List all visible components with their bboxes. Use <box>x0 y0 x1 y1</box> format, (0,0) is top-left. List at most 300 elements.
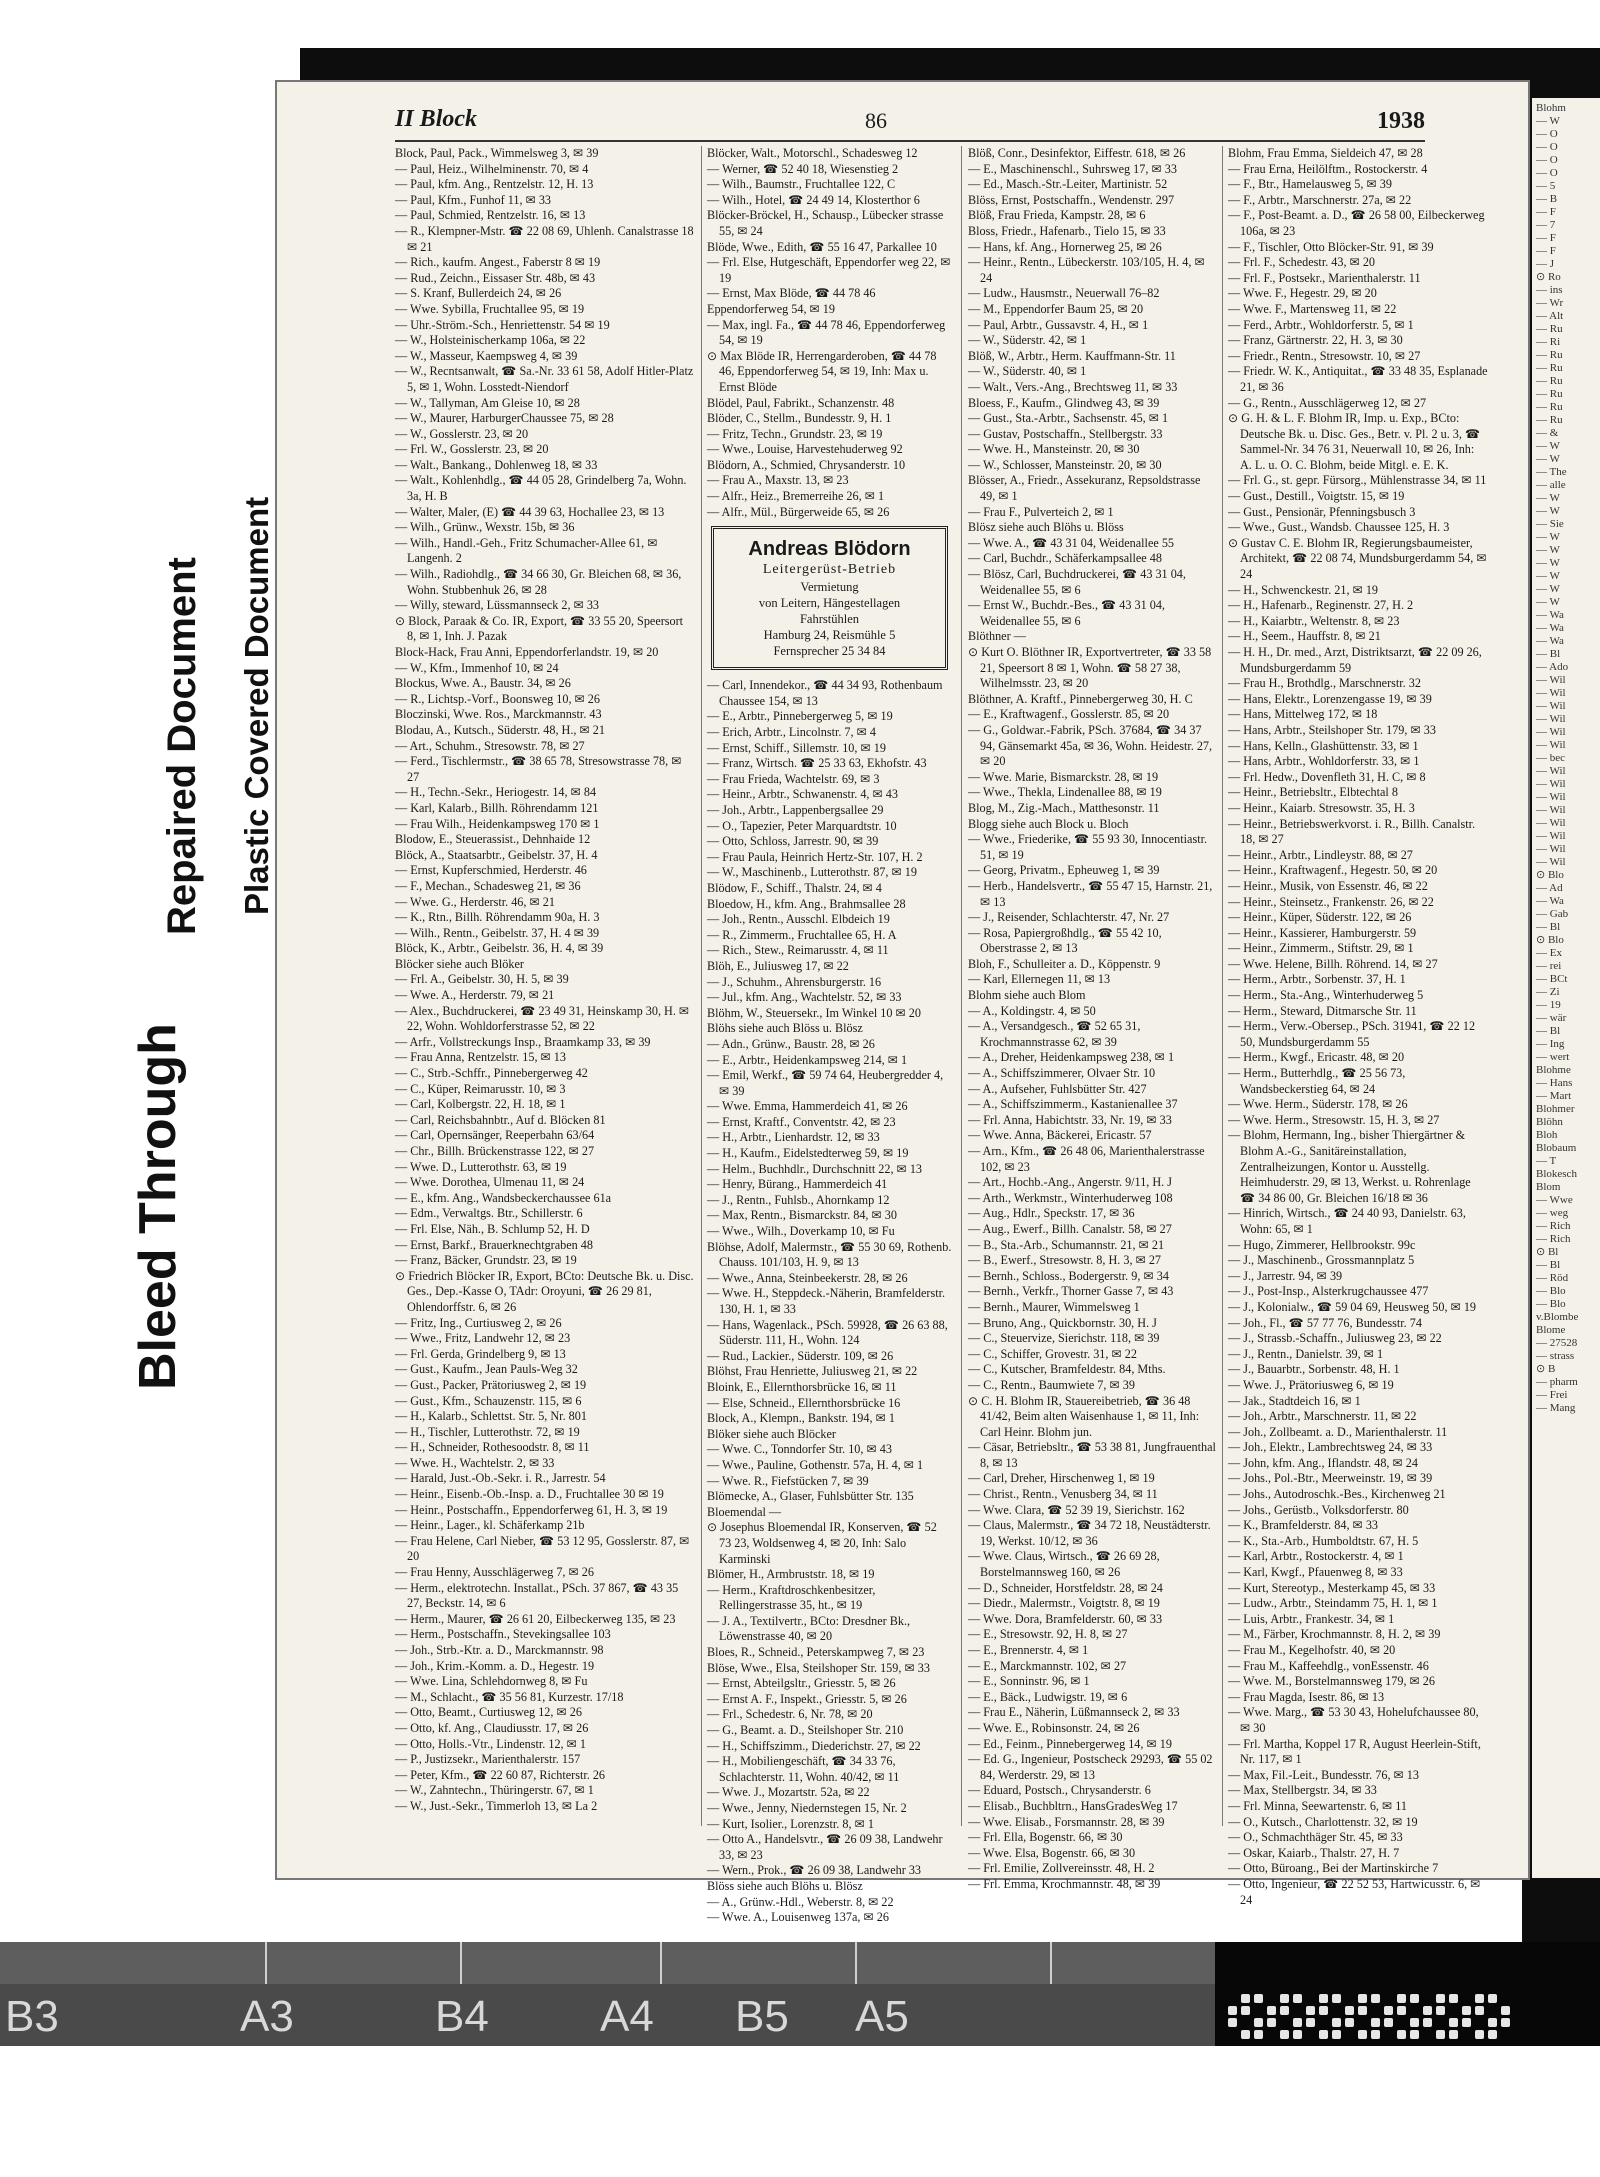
directory-entry: — Karl, Kalarb., Billh. Röhrendamm 121 <box>395 800 599 815</box>
directory-entry: — Wil <box>1536 765 1566 777</box>
directory-entry: Blokesch <box>1536 1168 1577 1180</box>
directory-entry: Blöthner, A. Kraftf., Pinnebergerweg 30, H. C <box>968 691 1193 706</box>
directory-entry: — C., Kutscher, Bramfeldestr. 84, Mths. <box>968 1362 1166 1377</box>
directory-entry: — E., Arbtr., Pinnebergerweg 5, ✉ 19 <box>707 709 893 724</box>
directory-entry: — W., Süderstr. 42, ✉ 1 <box>968 333 1087 348</box>
target-dot <box>1488 2018 1497 2027</box>
column-1 <box>395 146 695 1836</box>
directory-entry: — Helm., Buchhdlr., Durchschnitt 22, ✉ 13 <box>707 1161 923 1176</box>
directory-entry: — Ernst, Schiff., Sillemstr. 10, ✉ 19 <box>707 740 886 755</box>
directory-entry: — Wil <box>1536 817 1566 829</box>
directory-entry: — Gust., Kfm., Schauzenstr. 115, ✉ 6 <box>395 1393 582 1408</box>
directory-entry: — Joh., Strb.-Ktr. a. D., Marckmannstr. 98 <box>395 1643 604 1657</box>
directory-entry: — Gust., Pensionär, Pfenningsbusch 3 <box>1228 504 1416 519</box>
directory-entry: Blodau, A., Kutsch., Süderstr. 48, H., ✉ 21 <box>395 722 605 737</box>
target-dot <box>1371 1994 1380 2003</box>
directory-entry: Blösser, A., Friedr., Assekuranz, Repsoldstrasse 49, ✉ 1 <box>968 473 1201 504</box>
directory-entry: Bloedow, H., kfm. Ang., Brahmsallee 28 <box>707 896 906 911</box>
directory-entry: Blohm, Frau Emma, Sieldeich 47, ✉ 28 <box>1228 146 1423 160</box>
directory-entry: — Wwe. Helene, Billh. Röhrend. 14, ✉ 27 <box>1228 956 1438 971</box>
directory-entry: — Wil <box>1536 856 1566 868</box>
strip-label: B5 <box>735 1992 789 2041</box>
directory-entry: — Walt., Kohlenhdlg., ☎ 44 05 28, Grindelberg 7a, Wohn. 3a, H. B <box>395 473 687 504</box>
ad-line: Fernsprecher 25 34 84 <box>773 644 886 659</box>
directory-entry: — A., Aufseher, Fuhlsbütter Str. 427 <box>968 1081 1147 1096</box>
directory-entry: — Heinr., Betriebsltr., Elbtechtal 8 <box>1228 785 1398 800</box>
directory-entry: — Wwe. C., Tonndorfer Str. 10, ✉ 43 <box>707 1442 892 1457</box>
directory-entry: Blöcker, Walt., Motorschl., Schadesweg 12 <box>707 146 918 160</box>
directory-entry: — W., Zahntechn., Thüringerstr. 67, ✉ 1 <box>395 1783 594 1798</box>
directory-entry: Block, A., Klempn., Bankstr. 194, ✉ 1 <box>707 1411 895 1426</box>
target-dot <box>1306 2006 1315 2015</box>
directory-entry: — G., Beamt. a. D., Steilshoper Str. 210 <box>707 1723 904 1738</box>
directory-entry: — 27528 <box>1536 1337 1578 1349</box>
directory-entry: — Wwe. J., Prätoriusweg 6, ✉ 19 <box>1228 1377 1394 1392</box>
target-dot <box>1371 2018 1380 2027</box>
directory-entry: — Rich., kaufm. Angest., Faberstr 8 ✉ 19 <box>395 255 601 270</box>
directory-entry: Blöss, Ernst, Postschaffn., Wendenstr. 297 <box>968 192 1175 207</box>
directory-entry: — Max, ingl. Fa., ☎ 44 78 46, Eppendorferweg 54, ✉ 19 <box>707 317 946 348</box>
directory-entry: — Otto, Holls.-Vtr., Lindenstr. 12, ✉ 1 <box>395 1736 586 1751</box>
directory-entry: — Carl, Buchdr., Schäferkampsallee 48 <box>968 551 1162 566</box>
directory-entry: — Wwe., Thekla, Lindenallee 88, ✉ 19 <box>968 785 1162 800</box>
target-dot <box>1397 1994 1406 2003</box>
directory-entry: ⊙ Friedrich Blöcker IR, Export, BCto: Deutsche Bk. u. Disc. Ges., Dep.-Kasse O, TAdr: Oroyuni, ☎ 26 29 81, Ohlendorffstr. 6, ✉ 26 <box>395 1268 694 1314</box>
directory-entry: Blohm siehe auch Blom <box>968 988 1086 1003</box>
directory-entry: — Frl. Hedw., Dovenfleth 31, H. C, ✉ 8 <box>1228 769 1426 784</box>
directory-entry: — M., Schlacht., ☎ 35 56 81, Kurzestr. 17/18 <box>395 1689 624 1704</box>
directory-entry: — Ri <box>1536 336 1561 348</box>
directory-entry: — Frl. F., Schedestr. 43, ✉ 20 <box>1228 255 1376 270</box>
ruler-tick <box>855 1942 857 1984</box>
directory-entry: — Heinr., Arbtr., Schwanenstr. 4, ✉ 43 <box>707 787 898 802</box>
target-dot <box>1410 1994 1419 2003</box>
directory-entry: — Chr., Billh. Brückenstrasse 122, ✉ 27 <box>395 1144 595 1158</box>
ad-line: Fahrstühlen <box>799 612 860 627</box>
directory-entry: — Heinr., Lager., kl. Schäferkamp 21b <box>395 1518 585 1533</box>
target-dot <box>1332 2018 1341 2027</box>
directory-entry: — F., Arbtr., Marschnerstr. 27a, ✉ 22 <box>1228 192 1412 207</box>
directory-entry: Blome <box>1536 1324 1566 1336</box>
page-number: 86 <box>865 108 887 133</box>
directory-entry: — Wil <box>1536 713 1566 725</box>
directory-entry: — Bl <box>1536 1259 1561 1271</box>
directory-entry: — Frau M., Kegelhofstr. 40, ✉ 20 <box>1228 1643 1396 1657</box>
directory-entry: — Frau Anna, Rentzelstr. 15, ✉ 13 <box>395 1050 566 1065</box>
ruler-tick <box>1050 1942 1052 1984</box>
directory-entry: ⊙ Kurt O. Blöthner IR, Exportvertreter, ☎ 33 58 21, Speersort 8 ✉ 1, Wohn. ☎ 58 27 38, Wilhelmsstr. 23, ✉ 20 <box>968 645 1212 691</box>
directory-entry: — E., Kraftwagenf., Gosslerstr. 85, ✉ 20 <box>968 707 1170 722</box>
directory-entry: — W., Tallyman, Am Gleise 10, ✉ 28 <box>395 395 580 410</box>
directory-entry: — Frau Frieda, Wachtelstr. 69, ✉ 3 <box>707 771 880 786</box>
directory-entry: — W., Just.-Sekr., Timmerloh 13, ✉ La 2 <box>395 1798 598 1813</box>
directory-entry: — Herm., Verw.-Obersep., PSch. 31941, ☎ 22 12 50, Mundsburgerdamm 55 <box>1228 1019 1476 1049</box>
directory-entry: — Wwe., Pauline, Gothenstr. 57a, H. 4, ✉ 1 <box>707 1457 924 1472</box>
directory-entry: — The <box>1536 466 1567 478</box>
directory-entry: — Ru <box>1536 349 1563 361</box>
directory-entry: — Wwe., Louise, Harvestehuderweg 92 <box>707 442 903 457</box>
directory-entry: — Herm., Kraftdroschkenbesitzer, Rellingerstrasse 35, ht., ✉ 19 <box>707 1582 876 1613</box>
directory-entry: — Luis, Arbtr., Frankestr. 34, ✉ 1 <box>1228 1611 1395 1626</box>
directory-entry: — Arn., Kfm., ☎ 26 48 06, Marienthalerstrasse 102, ✉ 23 <box>968 1144 1205 1174</box>
directory-entry: — Wr <box>1536 297 1564 309</box>
strip-label: A4 <box>600 1992 654 2041</box>
target-dot <box>1410 2018 1419 2027</box>
directory-entry: — Heinr., Kassierer, Hamburgerstr. 59 <box>1228 925 1417 940</box>
target-dot <box>1293 2030 1302 2039</box>
directory-entry: — Otto, Ingenieur, ☎ 22 52 53, Hartwicusstr. 6, ✉ 24 <box>1228 1876 1481 1907</box>
directory-entry: — Frau Erna, Heilölftm., Rostockerstr. 4 <box>1228 161 1428 176</box>
plastic-covered-label: Plastic Covered Document <box>238 496 275 915</box>
directory-entry: — Frl. Gerda, Grindelberg 9, ✉ 13 <box>395 1346 566 1361</box>
directory-entry: — Herm., Kwgf., Ericastr. 48, ✉ 20 <box>1228 1050 1405 1065</box>
directory-entry: — Wwe. H., Wachtelstr. 2, ✉ 33 <box>395 1455 555 1470</box>
directory-entry: — Johs., Autodroschk.-Bes., Kirchenweg 21 <box>1228 1487 1446 1502</box>
directory-entry: — C., Steuervize, Sierichstr. 118, ✉ 39 <box>968 1331 1160 1346</box>
target-dot <box>1423 2018 1432 2027</box>
directory-entry: — Wil <box>1536 739 1566 751</box>
directory-entry: — Ernst, Abteilgsltr., Griesstr. 5, ✉ 26 <box>707 1676 896 1691</box>
directory-entry: Blöthner — <box>968 629 1026 644</box>
directory-entry: — O <box>1536 154 1558 166</box>
target-dot <box>1306 2018 1315 2027</box>
directory-entry: — Röd <box>1536 1272 1569 1284</box>
directory-entry: — Johs., Gerüstb., Volksdorferstr. 80 <box>1228 1502 1409 1517</box>
directory-entry: ⊙ Block, Paraak & Co. IR, Export, ☎ 33 55 20, Speersort 8, ✉ 1, Inh. J. Pazak <box>395 613 684 644</box>
directory-entry: — B <box>1536 193 1558 205</box>
directory-entry: — Wil <box>1536 726 1566 738</box>
directory-entry: — Franz, Bäcker, Grundstr. 23, ✉ 19 <box>395 1253 577 1268</box>
directory-entry: — J., Jarrestr. 94, ✉ 39 <box>1228 1268 1343 1283</box>
directory-entry: — J., Maschinenb., Grossmannplatz 5 <box>1228 1253 1415 1268</box>
directory-entry: — Ernst, Barkf., Brauerknechtgraben 48 <box>395 1237 593 1252</box>
directory-entry: — Friedr. W. K., Antiquitat., ☎ 33 48 35, Esplanade 21, ✉ 36 <box>1228 364 1488 394</box>
directory-entry: — Paul, Kfm., Funhof 11, ✉ 33 <box>395 192 552 207</box>
directory-entry: — Wwe. Clara, ☎ 52 39 19, Sierichstr. 162 <box>968 1502 1185 1517</box>
directory-entry: — Wwe. Herm., Stresowstr. 15, H. 3, ✉ 27 <box>1228 1112 1440 1127</box>
directory-entry: Blöhse, Adolf, Malermstr., ☎ 55 30 69, Rothenb. Chauss. 101/103, H. 9, ✉ 13 <box>707 1239 952 1270</box>
directory-entry: — Wwe <box>1536 1194 1573 1206</box>
directory-entry: — Wa <box>1536 609 1564 621</box>
directory-entry: — Walter, Maler, (E) ☎ 44 39 63, Hochallee 23, ✉ 13 <box>395 504 665 519</box>
directory-entry: — Ferd., Arbtr., Wohldorferstr. 5, ✉ 1 <box>1228 317 1414 332</box>
directory-entry: — Carl, Dreher, Hirschenweg 1, ✉ 19 <box>968 1471 1155 1486</box>
directory-entry: — J., Rentn., Danielstr. 39, ✉ 1 <box>1228 1346 1384 1361</box>
directory-entry: — Carl, Kolbergstr. 22, H. 18, ✉ 1 <box>395 1097 566 1112</box>
directory-entry: — P., Justizsekr., Marienthalerstr. 157 <box>395 1752 581 1767</box>
directory-entry: — 5 <box>1536 180 1556 192</box>
directory-entry: — F <box>1536 245 1556 257</box>
directory-entry: — Wwe., Friederike, ☎ 55 93 30, Innocentiastr. 51, ✉ 19 <box>968 832 1208 862</box>
target-dot <box>1475 1994 1484 2003</box>
directory-entry: — Alt <box>1536 310 1564 322</box>
directory-entry: — Frl., Schedestr. 6, Nr. 78, ✉ 20 <box>707 1707 873 1722</box>
target-dot <box>1384 2006 1393 2015</box>
strip-label: B3 <box>5 1992 59 2041</box>
directory-entry: — Wilh., Baumstr., Fruchtallee 122, C <box>707 177 896 192</box>
directory-entry: — F., Mechan., Schadesweg 21, ✉ 36 <box>395 878 581 893</box>
directory-entry: — R., Lichtsp.-Vorf., Boonsweg 10, ✉ 26 <box>395 691 600 706</box>
directory-entry: — ins <box>1536 284 1563 296</box>
directory-entry: Blödel, Paul, Fabrikt., Schanzenstr. 48 <box>707 395 895 410</box>
directory-entry: Blobaum <box>1536 1142 1577 1154</box>
directory-entry: — W <box>1536 505 1560 517</box>
directory-entry: — Carl, Reichsbahnbtr., Auf d. Blöcken 81 <box>395 1112 606 1127</box>
directory-entry: — Rich., Stew., Reimarusstr. 4, ✉ 11 <box>707 943 889 958</box>
registration-target <box>1220 1988 1520 2044</box>
directory-entry: — F., Tischler, Otto Blöcker-Str. 91, ✉ 39 <box>1228 239 1434 254</box>
directory-entry: Blohme <box>1536 1064 1571 1076</box>
directory-entry: — Hans, Mittelweg 172, ✉ 18 <box>1228 707 1378 722</box>
directory-entry: — Wwe. Herm., Süderstr. 178, ✉ 26 <box>1228 1097 1408 1112</box>
target-dot <box>1293 1994 1302 2003</box>
directory-entry: — Carl, Innendekor., ☎ 44 34 93, Rothenbaum Chaussee 154, ✉ 13 <box>707 678 943 708</box>
directory-entry: — Wwe. Dora, Bramfelderstr. 60, ✉ 33 <box>968 1611 1163 1626</box>
directory-entry: — Wilh., Grünw., Wexstr. 15b, ✉ 36 <box>395 520 575 535</box>
target-dot <box>1475 2006 1484 2015</box>
directory-entry: — Frei <box>1536 1389 1568 1401</box>
target-dot <box>1397 2006 1406 2015</box>
directory-entry: — M., Eppendorfer Baum 25, ✉ 20 <box>968 301 1144 316</box>
directory-entry: — Frau A., Maxstr. 13, ✉ 23 <box>707 473 849 488</box>
directory-entry: — J <box>1536 258 1555 270</box>
directory-entry: Block, Paul, Pack., Wimmelsweg 3, ✉ 39 <box>395 146 599 160</box>
directory-entry: — Aug., Ewerf., Billh. Canalstr. 58, ✉ 27 <box>968 1221 1172 1236</box>
directory-entry: — J. A., Textilvertr., BCto: Dresdner Bk., Löwenstrasse 40, ✉ 20 <box>707 1613 911 1644</box>
target-dot <box>1358 2006 1367 2015</box>
directory-entry: — Hans <box>1536 1077 1573 1089</box>
directory-entry: — J., Bauarbtr., Sorbenstr. 48, H. 1 <box>1228 1362 1400 1377</box>
directory-entry: — W <box>1536 596 1560 608</box>
directory-entry: — Wwe. A., Louisenweg 137a, ✉ 26 <box>707 1910 889 1925</box>
directory-entry: — Ed., Masch.-Str.-Leiter, Martinistr. 52 <box>968 177 1168 192</box>
directory-entry: — H., Schwenckestr. 21, ✉ 19 <box>1228 582 1379 597</box>
directory-entry: — E., Stresowstr. 92, H. 8, ✉ 27 <box>968 1627 1128 1642</box>
directory-entry: — K., Rtn., Billh. Röhrendamm 90a, H. 3 <box>395 910 600 925</box>
directory-entry: — W <box>1536 531 1560 543</box>
directory-entry: — Frl. Else, Näh., B. Schlump 52, H. D <box>395 1221 590 1236</box>
ad-line: von Leitern, Hängestellagen <box>758 596 901 611</box>
directory-entry: — 7 <box>1536 219 1556 231</box>
directory-entry: — W <box>1536 544 1560 556</box>
target-dot <box>1254 2018 1263 2027</box>
directory-entry: ⊙ G. H. & L. F. Blohm IR, Imp. u. Exp., BCto: Deutsche Bk. u. Disc. Ges., Betr. v. Pl. 2 u. 3, ☎ Sammel-Nr. 34 76 31, Neuerwall 10, ✉ 26, Inh: A. L. u. O. C. Blohm, beide Mitgl. e. E. K. <box>1228 411 1481 472</box>
directory-entry: — Frau H., Brothdlg., Marschnerstr. 32 <box>1228 676 1421 691</box>
directory-entry: ⊙ Blo <box>1536 934 1564 946</box>
directory-entry: — Wwe. Lina, Schlehdornweg 8, ✉ Fu <box>395 1674 588 1689</box>
directory-entry: — Walt., Vers.-Ang., Brechtsweg 11, ✉ 33 <box>968 379 1178 394</box>
directory-entry: — Wwe. Sybilla, Fruchtallee 95, ✉ 19 <box>395 301 585 316</box>
directory-entry: — Frl. Ella, Bogenstr. 66, ✉ 30 <box>968 1830 1123 1845</box>
directory-entry: — Werner, ☎ 52 40 18, Wiesenstieg 2 <box>707 161 899 176</box>
ruler-tick <box>265 1942 267 1984</box>
target-dot <box>1345 2006 1354 2015</box>
page-header <box>395 100 1425 142</box>
target-dot <box>1280 2030 1289 2039</box>
facing-page-edge <box>1532 98 1600 1878</box>
directory-entry: — Herm., Postschaffn., Stevekingsallee 103 <box>395 1627 611 1642</box>
directory-entry: — Wa <box>1536 635 1564 647</box>
bleed-through-label: Bleed Through <box>129 1023 187 1390</box>
directory-entry: — Uhr.-Ström.-Sch., Henriettenstr. 54 ✉ 19 <box>395 317 610 332</box>
directory-entry: — Herm., Arbtr., Sorbenstr. 37, H. 1 <box>1228 972 1406 987</box>
strip-label: B4 <box>435 1992 489 2041</box>
directory-entry: — Aug., Hdlr., Speckstr. 17, ✉ 36 <box>968 1206 1135 1221</box>
target-dot <box>1228 2018 1237 2027</box>
target-dot <box>1267 2018 1276 2027</box>
directory-entry: — BCt <box>1536 973 1568 985</box>
directory-entry: — Emil, Werkf., ☎ 59 74 64, Heubergredder 4, ✉ 39 <box>707 1068 944 1098</box>
directory-entry: Blöse, Wwe., Elsa, Steilshoper Str. 159, ✉ 33 <box>707 1660 930 1675</box>
directory-entry: — Jul., kfm. Ang., Wachtelstr. 52, ✉ 33 <box>707 990 902 1005</box>
target-dot <box>1241 2030 1250 2039</box>
facing-page-text <box>1532 98 1600 1419</box>
directory-entry: — Fritz, Ing., Curtiusweg 2, ✉ 26 <box>395 1315 562 1330</box>
directory-entry: — G., Rentn., Ausschlägerweg 12, ✉ 27 <box>1228 395 1427 410</box>
directory-entry: — Heinr., Küper, Süderstr. 122, ✉ 26 <box>1228 910 1412 925</box>
directory-entry: — J., Schuhm., Ahrensburgerstr. 16 <box>707 974 882 989</box>
target-dot <box>1397 2030 1406 2039</box>
directory-entry: — Karl, Arbtr., Rostockerstr. 4, ✉ 1 <box>1228 1549 1404 1564</box>
directory-entry: — W., Masseur, Kaempsweg 4, ✉ 39 <box>395 348 578 363</box>
directory-entry: — D., Schneider, Horstfeldstr. 28, ✉ 24 <box>968 1580 1163 1595</box>
directory-entry: — Wil <box>1536 778 1566 790</box>
directory-entry: ⊙ Blo <box>1536 869 1564 881</box>
directory-entry: — Bernh., Schloss., Bodergerstr. 9, ✉ 34 <box>968 1268 1169 1283</box>
directory-entry: — Erich, Arbtr., Lincolnstr. 7, ✉ 4 <box>707 725 876 740</box>
directory-entry: — J., Post-Insp., Alsterkrugchaussee 477 <box>1228 1284 1429 1299</box>
directory-entry: — H., Kaiarbtr., Weltenstr. 8, ✉ 23 <box>1228 613 1400 628</box>
directory-entry: — H., Tischler, Lutterothstr. 72, ✉ 19 <box>395 1424 580 1439</box>
directory-entry: — Heinr., Postschaffn., Eppendorferweg 61, H. 3, ✉ 19 <box>395 1502 668 1517</box>
target-dot <box>1488 2030 1497 2039</box>
directory-entry: — W., Holsteinischerkamp 106a, ✉ 22 <box>395 333 586 348</box>
directory-entry: — Mang <box>1536 1402 1576 1414</box>
directory-entry: — Ernst, Kraftf., Conventstr. 42, ✉ 23 <box>707 1114 896 1129</box>
directory-entry: — Wwe. F., Martensweg 11, ✉ 22 <box>1228 301 1397 316</box>
directory-entry: — C., Küper, Reimarusstr. 10, ✉ 3 <box>395 1081 566 1096</box>
directory-entry: — E., kfm. Ang., Wandsbeckerchaussee 61a <box>395 1190 612 1205</box>
target-dot <box>1501 2006 1510 2015</box>
directory-entry: — H., Techn.-Sekr., Heriogestr. 14, ✉ 84 <box>395 785 597 800</box>
directory-entry: — Kurt, Stereotyp., Mesterkamp 45, ✉ 33 <box>1228 1580 1436 1595</box>
target-dot <box>1449 2018 1458 2027</box>
directory-entry: — rei <box>1536 960 1562 972</box>
directory-entry: v.Blombe <box>1536 1311 1579 1323</box>
directory-entry: Blöker siehe auch Blöcker <box>707 1426 836 1441</box>
directory-entry: — E., Bäck., Ludwigstr. 19, ✉ 6 <box>968 1689 1128 1704</box>
directory-entry: — Herm., Maurer, ☎ 26 61 20, Eilbeckerweg 135, ✉ 23 <box>395 1611 676 1626</box>
directory-entry: — Jak., Stadtdeich 16, ✉ 1 <box>1228 1393 1361 1408</box>
directory-entry: — Wilh., Rentn., Geibelstr. 37, H. 4 ✉ 39 <box>395 925 600 940</box>
directory-entry: — Heinr., Arbtr., Lindleystr. 88, ✉ 27 <box>1228 847 1413 862</box>
directory-entry: — A., Koldingstr. 4, ✉ 50 <box>968 1003 1096 1018</box>
directory-entry: — R., Zimmerm., Fruchtallee 65, H. A <box>707 927 897 942</box>
directory-entry: — Wa <box>1536 622 1564 634</box>
directory-entry: Bloink, E., Ellernthorsbrücke 16, ✉ 11 <box>707 1379 897 1394</box>
directory-entry: — Frl. Minna, Seewartenstr. 6, ✉ 11 <box>1228 1798 1408 1813</box>
directory-entry: — Frl. G., st. gepr. Fürsorg., Mühlenstrasse 34, ✉ 11 <box>1228 473 1487 488</box>
directory-entry: — Ludw., Arbtr., Steindamm 75, H. 1, ✉ 1 <box>1228 1596 1438 1611</box>
target-dot <box>1371 2030 1380 2039</box>
target-dot <box>1436 2030 1445 2039</box>
directory-entry: — W <box>1536 583 1560 595</box>
directory-entry: Blöder, C., Stellm., Bundesstr. 9, H. 1 <box>707 411 892 426</box>
directory-entry: — H., Arbtr., Lienhardstr. 12, ✉ 33 <box>707 1130 880 1145</box>
directory-entry: — Wwe. A., ☎ 43 31 04, Weidenallee 55 <box>968 535 1175 550</box>
directory-entry: — J., Strassb.-Schaffn., Juliusweg 23, ✉ 22 <box>1228 1331 1442 1346</box>
directory-entry: — Otto A., Handelsvtr., ☎ 26 09 38, Landwehr 33, ✉ 23 <box>707 1832 943 1862</box>
directory-entry: — T <box>1536 1155 1557 1167</box>
directory-entry: — Gust., Destill., Voigtstr. 15, ✉ 19 <box>1228 489 1405 504</box>
directory-entry: — Ed. G., Ingenieur, Postscheck 29293, ☎ 55 02 84, Werderstr. 29, ✉ 13 <box>968 1752 1213 1782</box>
directory-entry: — Arfr., Vollstreckungs Insp., Braamkamp 33, ✉ 39 <box>395 1034 651 1049</box>
directory-entry: — Heinr., Kraftwagenf., Hegestr. 50, ✉ 20 <box>1228 863 1438 878</box>
directory-entry: — Wil <box>1536 791 1566 803</box>
directory-entry: Bloes, R., Schneid., Peterskampweg 7, ✉ 23 <box>707 1645 925 1660</box>
target-dot <box>1332 1994 1341 2003</box>
directory-entry: — Frl. Anna, Habichtstr. 33, Nr. 19, ✉ 33 <box>968 1112 1172 1127</box>
directory-entry: — W., Gosslerstr. 23, ✉ 20 <box>395 426 529 441</box>
directory-entry: — F <box>1536 206 1556 218</box>
directory-entry: — Heinr., Steinsetz., Frankenstr. 26, ✉ 22 <box>1228 894 1434 909</box>
directory-entry: — Wil <box>1536 674 1566 686</box>
directory-entry: — M., Färber, Krochmannstr. 8, H. 2, ✉ 39 <box>1228 1627 1441 1642</box>
directory-entry: — Joh., Rentn., Ausschl. Elbdeich 19 <box>707 912 890 927</box>
directory-entry: — W <box>1536 453 1560 465</box>
target-dot <box>1319 2006 1328 2015</box>
directory-entry: — Hinrich, Wirtsch., ☎ 24 40 93, Danielstr. 63, Wohn: 65, ✉ 1 <box>1228 1206 1466 1236</box>
directory-entry: — pharm <box>1536 1376 1578 1388</box>
target-dot <box>1254 2030 1263 2039</box>
directory-entry: — Joh., Elektr., Lambrechtsweg 24, ✉ 33 <box>1228 1440 1433 1455</box>
directory-entry: — & <box>1536 427 1559 439</box>
directory-entry: — O <box>1536 141 1558 153</box>
directory-page <box>275 80 1530 1925</box>
directory-entry: Blöhs siehe auch Blöss u. Blösz <box>707 1021 863 1036</box>
directory-entry: Blöcker-Bröckel, H., Schausp., Lübecker strasse 55, ✉ 24 <box>707 208 944 238</box>
directory-entry: — Herm., Sta.-Ang., Winterhuderweg 5 <box>1228 988 1424 1003</box>
target-dot <box>1228 2006 1237 2015</box>
directory-entry: — R., Klempner-Mstr. ☎ 22 08 69, Uhlenh. Canalstrasse 18 ✉ 21 <box>395 223 694 254</box>
directory-entry: — Ed., Feinm., Pinnebergerweg 14, ✉ 19 <box>968 1736 1172 1751</box>
directory-entry: — Wwe., Jenny, Niedernstegen 15, Nr. 2 <box>707 1801 907 1815</box>
directory-entry: Blöck, K., Arbtr., Geibelstr. 36, H. 4, ✉ 39 <box>395 941 604 956</box>
directory-entry: — wert <box>1536 1051 1570 1063</box>
directory-entry: — Paul, kfm. Ang., Rentzelstr. 12, H. 13 <box>395 177 594 192</box>
directory-entry: Blöck, A., Staatsarbtr., Geibelstr. 37, H. 4 <box>395 847 598 862</box>
directory-entry: — H. H., Dr. med., Arzt, Distriktsarzt, ☎ 22 09 26, Mundsburgerdamm 59 <box>1228 645 1482 675</box>
directory-entry: Block-Hack, Frau Anni, Eppendorferlandstr. 19, ✉ 20 <box>395 645 659 659</box>
target-dot <box>1449 2030 1458 2039</box>
directory-entry: ⊙ Bl <box>1536 1246 1559 1258</box>
directory-entry: — H., Mobiliengeschäft, ☎ 34 33 76, Schlachterstr. 11, Wohn. 40/42, ✉ 11 <box>707 1754 900 1784</box>
directory-entry: ⊙ C. H. Blohm IR, Stauereibetrieb, ☎ 36 48 41/42, Beim alten Waisenhause 1, ✉ 11, Inh: Carl Heinr. Blohm jun. <box>968 1393 1200 1439</box>
directory-entry: — H., Schiffszimm., Diederichstr. 27, ✉ 22 <box>707 1738 921 1753</box>
directory-entry: Blöß, W., Arbtr., Herm. Kauffmann-Str. 11 <box>968 348 1176 363</box>
directory-entry: — Ado <box>1536 661 1569 673</box>
directory-entry: — J., Rentn., Fuhlsb., Ahornkamp 12 <box>707 1192 890 1207</box>
directory-entry: — Bl <box>1536 1025 1561 1037</box>
directory-entry: — Wwe. D., Lutterothstr. 63, ✉ 19 <box>395 1159 567 1174</box>
ad-line: Vermietung <box>800 580 859 595</box>
directory-entry: — F., Btr., Hamelausweg 5, ✉ 39 <box>1228 177 1392 192</box>
directory-entry: — W., Schlosser, Mansteinstr. 20, ✉ 30 <box>968 457 1162 472</box>
directory-entry: — Ru <box>1536 323 1563 335</box>
directory-entry: Blösz siehe auch Blöhs u. Blöss <box>968 520 1124 535</box>
directory-entry: Blöhn <box>1536 1116 1563 1128</box>
directory-entry: — A., Dreher, Heidenkampsweg 238, ✉ 1 <box>968 1050 1175 1065</box>
